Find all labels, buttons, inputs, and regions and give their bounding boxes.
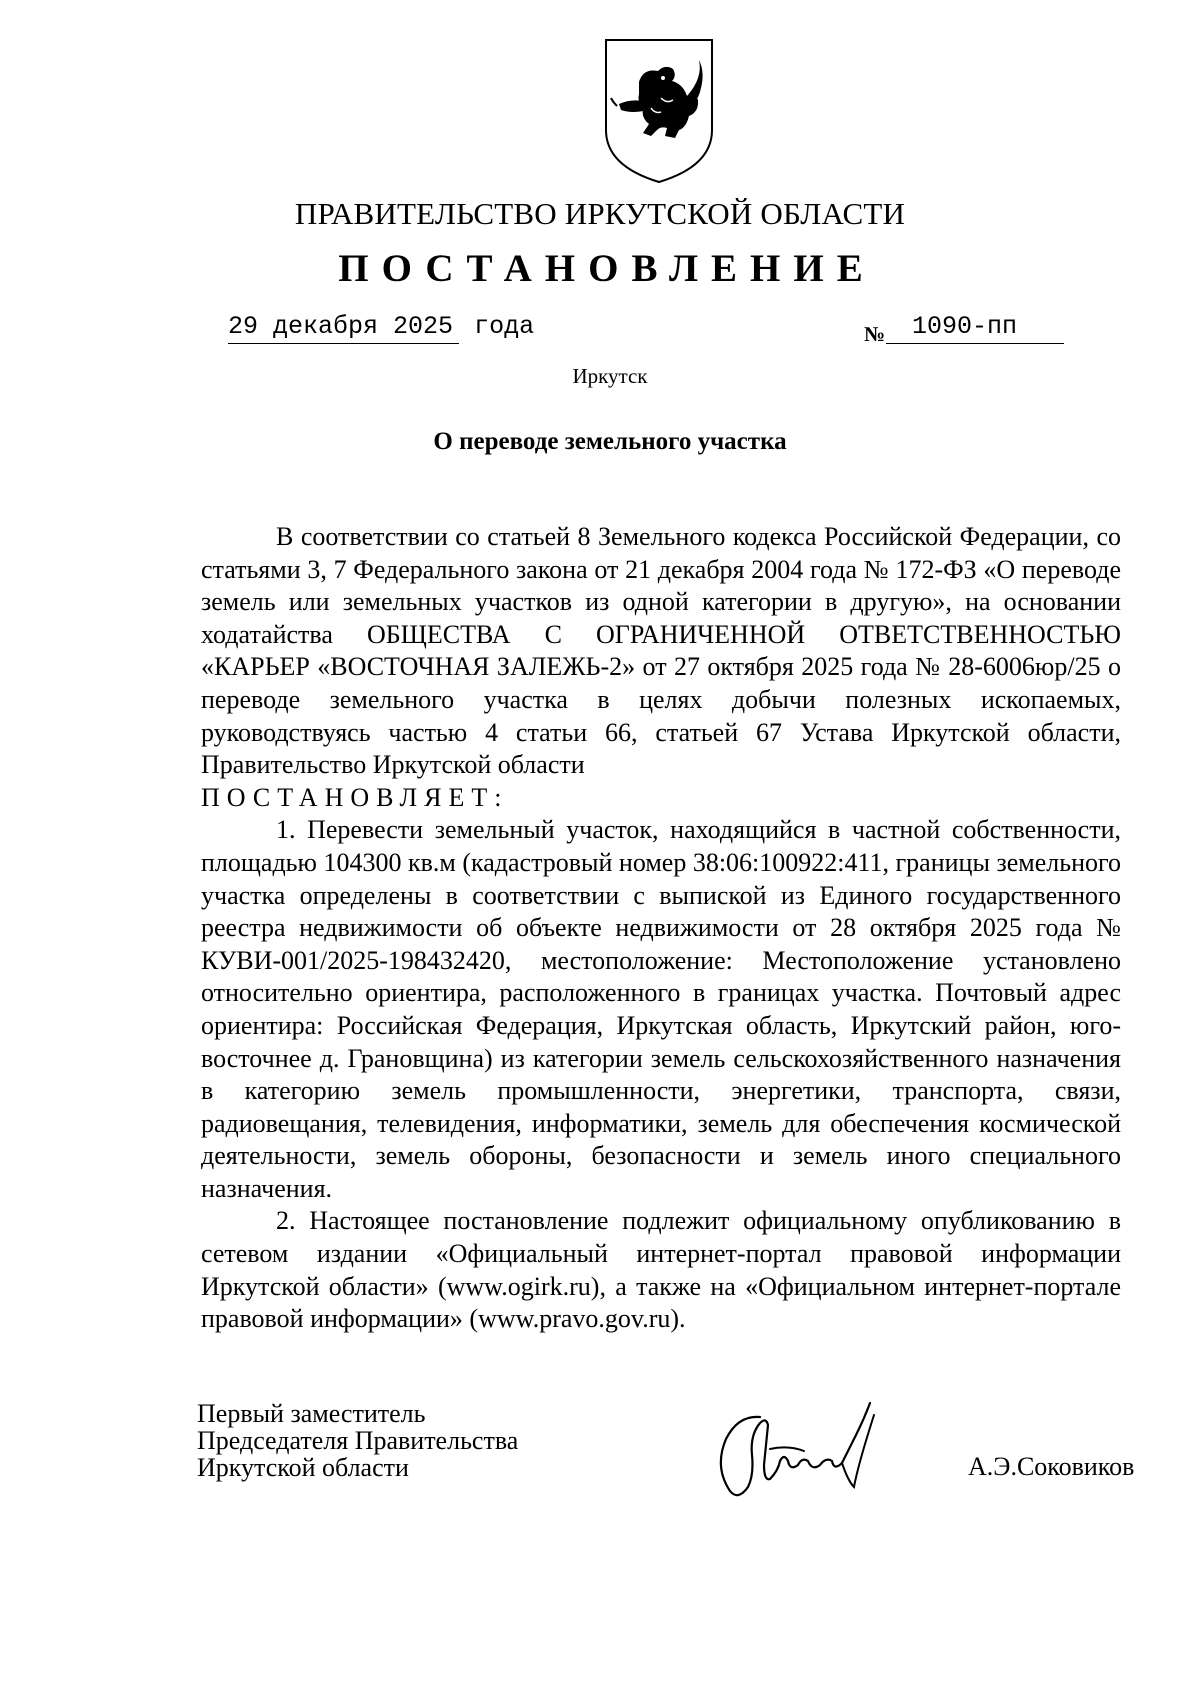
signatory-position-line: Председателя Правительства xyxy=(197,1426,519,1455)
decree-subject: О переводе земельного участка xyxy=(433,428,787,455)
decree-date-block xyxy=(228,312,534,344)
decree-city: Иркутск xyxy=(572,364,648,388)
government-name: ПРАВИТЕЛЬСТВО ИРКУТСКОЙ ОБЛАСТИ xyxy=(294,196,906,231)
decree-date-suffix: года xyxy=(474,312,535,341)
irkutsk-coat-of-arms-icon xyxy=(603,38,715,184)
preamble-paragraph: В соответствии со статьей 8 Земельного кодекса Российской Федерации, со статьями 3, 7 Федерального закона от 21 декабря 2004 года № 172-ФЗ «О переводе земель или земельных участков из одной категории в другую», на основании ходатайства ОБЩЕСТВА С ОГРАНИЧЕННОЙ ОТВЕТСТВЕННОСТЬЮ «КАРЬЕР «ВОСТОЧНАЯ ЗАЛЕЖЬ-2» от 27 октября 2025 года № 28-6006юр/25 о переводе земельного участка в целях добычи полезных ископаемых, руководствуясь частью 4 статьи 66, статьей 67 Устава Иркутской области, Правительство Иркутской области xyxy=(201,522,1121,780)
handwritten-signature xyxy=(708,1395,898,1507)
decree-body xyxy=(201,521,1121,1336)
decree-number: 1090-пп xyxy=(886,312,1064,344)
decree-number-label: № xyxy=(864,322,886,346)
signatory-position xyxy=(197,1400,518,1481)
clause-2: 2. Настоящее постановление подлежит официальному опубликованию в сетевом издании «Официальный интернет-портал правовой информации Иркутской области» (www.ogirk.ru), а также на «Официальном интернет-портале правовой информации» (www.pravo.gov.ru). xyxy=(201,1206,1121,1334)
signatory-position-line: Иркутской области xyxy=(197,1453,409,1482)
signatory-name: А.Э.Соковиков xyxy=(968,1452,1135,1481)
signatory-position-line: Первый заместитель xyxy=(197,1399,426,1428)
document-type-title: ПОСТАНОВЛЕНИЕ xyxy=(338,247,876,290)
decree-date: 29 декабря 2025 xyxy=(228,312,459,344)
resolves-keyword: ПОСТАНОВЛЯЕТ: xyxy=(201,782,509,812)
clause-1: 1. Перевести земельный участок, находящийся в частной собственности, площадью 104300 кв.м (кадастровый номер 38:06:100922:411, границы земельного участка определены в соответствии с выпиской из Единого государственного реестра недвижимости об объекте недвижимости от 28 октября 2025 года № КУВИ-001/2025-198432420, местоположение: Местоположение установлено относительно ориентира, расположенного в границах участка. Почтовый адрес ориентира: Российская Федерация, Иркутская область, Иркутский район, юго-восточнее д. Грановщина) из категории земель сельскохозяйственного назначения в категорию земель промышленности, энергетики, транспорта, связи, радиовещания, телевидения, информатики, земель для обеспечения космической деятельности, земель обороны, безопасности и земель иного специального назначения. xyxy=(201,815,1122,1203)
